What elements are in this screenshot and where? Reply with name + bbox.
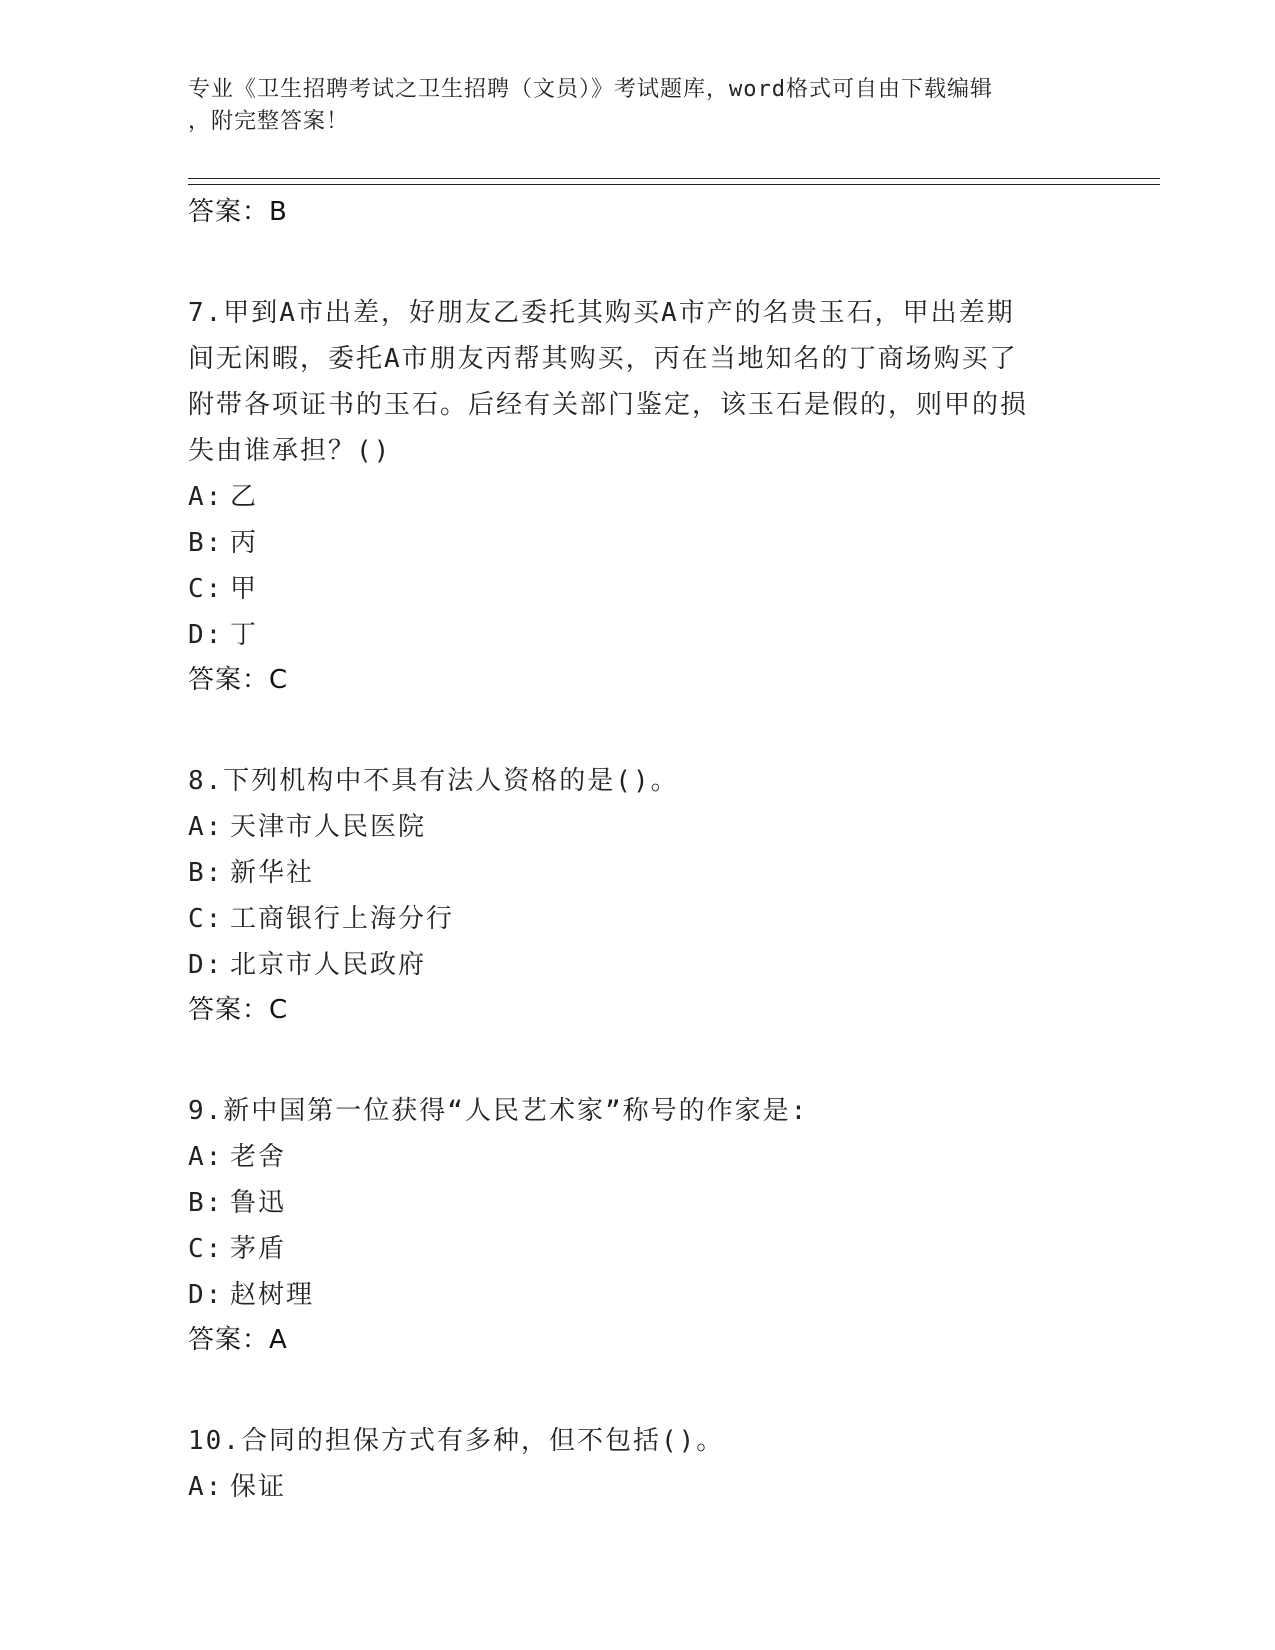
header-line-1: 专业《卫生招聘考试之卫生招聘（文员）》考试题库，word格式可自由下载编辑 — [188, 77, 993, 102]
option-text: 新华社 — [230, 858, 315, 888]
option-letter: C: — [188, 1234, 224, 1264]
option-letter: D: — [188, 620, 224, 650]
option-letter: A: — [188, 1142, 224, 1172]
answer-option — [188, 1272, 1068, 1318]
answer-option — [188, 1464, 1068, 1510]
option-text: 鲁迅 — [230, 1188, 287, 1218]
question-block — [188, 1418, 1068, 1510]
question-stem-line: 附带各项证书的玉石。后经有关部门鉴定，该玉石是假的，则甲的损 — [188, 390, 1029, 420]
question-stem-line: 8.下列机构中不具有法人资格的是()。 — [188, 766, 679, 796]
block-spacer — [188, 1362, 1068, 1418]
answer-option — [188, 1226, 1068, 1272]
answer-line: 答案：C — [188, 995, 289, 1025]
answer-option — [188, 520, 1068, 566]
option-text: 乙 — [230, 482, 259, 512]
option-letter: C: — [188, 574, 224, 604]
option-letter: B: — [188, 528, 224, 558]
question-stem-line: 间无闲暇，委托A市朋友丙帮其购买，丙在当地知名的丁商场购买了 — [188, 344, 1018, 374]
option-letter: B: — [188, 858, 224, 888]
answer-option — [188, 850, 1068, 896]
option-letter: D: — [188, 950, 224, 980]
option-letter: C: — [188, 904, 224, 934]
option-text: 天津市人民医院 — [230, 812, 427, 842]
question-stem-line: 失由谁承担？() — [188, 436, 392, 466]
answer-option — [188, 612, 1068, 658]
option-text: 保证 — [230, 1472, 287, 1502]
answer-line: 答案：B — [188, 197, 288, 227]
option-text: 北京市人民政府 — [230, 950, 427, 980]
question-block — [188, 290, 1068, 658]
option-text: 丁 — [230, 620, 259, 650]
answer-option — [188, 896, 1068, 942]
option-text: 工商银行上海分行 — [230, 904, 455, 934]
answer-option — [188, 1180, 1068, 1226]
answer-option — [188, 942, 1068, 988]
question-block — [188, 758, 1068, 988]
option-text: 丙 — [230, 528, 259, 558]
question-stem-line: 7.甲到A市出差，好朋友乙委托其购买A市产的名贵玉石，甲出差期 — [188, 298, 1015, 328]
answer-option — [188, 1134, 1068, 1180]
block-spacer — [188, 702, 1068, 758]
header-line-2: ，附完整答案！ — [188, 109, 350, 134]
document-header — [188, 74, 1088, 138]
option-letter: A: — [188, 482, 224, 512]
answer-line: 答案：A — [188, 1325, 288, 1355]
question-stem-line: 10.合同的担保方式有多种，但不包括()。 — [188, 1426, 725, 1456]
answer-option — [188, 566, 1068, 612]
answer-line: 答案：C — [188, 665, 289, 695]
option-letter: B: — [188, 1188, 224, 1218]
block-spacer — [188, 1032, 1068, 1088]
option-text: 甲 — [230, 574, 259, 604]
question-stem-line: 9.新中国第一位获得“人民艺术家”称号的作家是: — [188, 1096, 809, 1126]
option-letter: D: — [188, 1280, 224, 1310]
question-list — [188, 190, 1068, 1510]
answer-option — [188, 474, 1068, 520]
option-text: 赵树理 — [230, 1280, 315, 1310]
question-block — [188, 1088, 1068, 1318]
option-letter: A: — [188, 812, 224, 842]
option-letter: A: — [188, 1472, 224, 1502]
block-spacer — [188, 234, 1068, 290]
header-divider — [188, 178, 1160, 185]
option-text: 茅盾 — [230, 1234, 287, 1264]
option-text: 老舍 — [230, 1142, 287, 1172]
answer-option — [188, 804, 1068, 850]
